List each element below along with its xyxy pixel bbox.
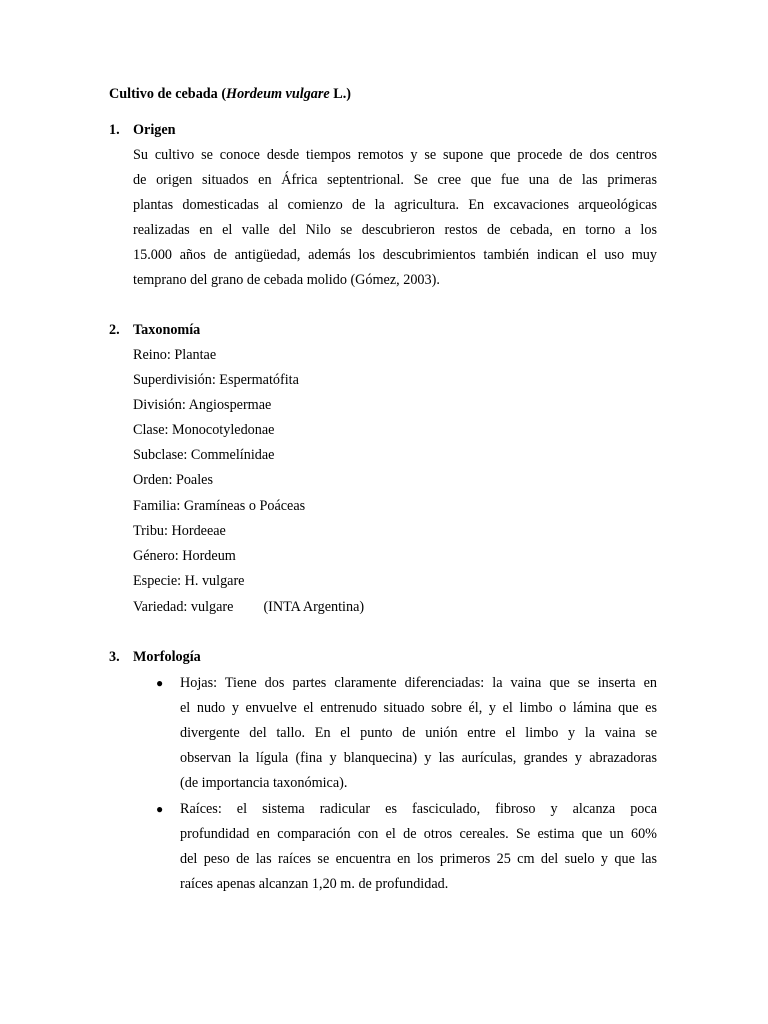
bullet-line: el nudo y envuelve el entrenudo situado sobre él, y el limbo o lámina que es [180, 700, 657, 717]
taxonomy-item: Subclase: Commelínidae [133, 447, 275, 463]
section-origen-heading [109, 122, 176, 139]
section-number: 1. [109, 122, 120, 138]
taxonomy-item: Orden: Poales [133, 472, 213, 488]
taxonomy-item: Género: Hordeum [133, 548, 236, 564]
paragraph-line: plantas domesticadas al comienzo de la agricultura. En excavaciones arqueológicas [133, 197, 657, 214]
document-title [109, 86, 351, 103]
taxonomy-source: (INTA Argentina) [263, 599, 365, 615]
taxonomy-item: Especie: H. vulgare [133, 573, 245, 589]
paragraph-line: realizadas en el valle del Nilo se descubrieron restos de cebada, en torno a los [133, 222, 657, 239]
bullet-line: Hojas: Tiene dos partes claramente diferenciadas: la vaina que se inserta en [180, 675, 657, 691]
taxonomy-variety: Variedad: vulgare [133, 599, 234, 615]
bullet-line: divergente del tallo. En el punto de unión entre el limbo y la vaina se [180, 725, 657, 742]
bullet-line: observan la lígula (fina y blanquecina) y las aurículas, grandes y abrazadoras [180, 750, 657, 767]
bullet-line: profundidad en comparación con el de otros cereales. Se estima que un 60% [180, 826, 657, 843]
bullet-icon: ● [156, 802, 164, 816]
bullet-line: raíces apenas alcanzan 1,20 m. de profundidad. [180, 876, 449, 893]
section-title: Origen [133, 122, 176, 138]
section-title: Morfología [133, 649, 201, 665]
paragraph-line: de origen situados en África septentrional. Se cree que fue una de las primeras [133, 172, 657, 189]
section-title: Taxonomía [133, 322, 201, 338]
section-morfologia-heading [109, 649, 201, 666]
taxonomy-item-last [133, 599, 364, 616]
bullet-hojas [180, 671, 657, 796]
bullet-icon: ● [156, 676, 164, 690]
taxonomy-item: Tribu: Hordeeae [133, 523, 226, 539]
bullet-line: (de importancia taxonómica). [180, 775, 348, 792]
title-scientific-name: Hordeum vulgare [226, 86, 330, 102]
taxonomy-item: División: Angiospermae [133, 397, 272, 413]
paragraph-line: Su cultivo se conoce desde tiempos remotos y se supone que procede de dos centros [133, 147, 657, 163]
bullet-line: Raíces: el sistema radicular es fasciculado, fibroso y alcanza poca [180, 801, 657, 817]
paragraph-line: 15.000 años de antigüedad, además los descubrimientos también indican el uso muy [133, 247, 657, 264]
taxonomy-item: Superdivisión: Espermatófita [133, 372, 299, 388]
bullet-line: del peso de las raíces se encuentra en los primeros 25 cm del suelo y que las [180, 851, 657, 868]
bullet-raices [180, 797, 657, 897]
origen-paragraph [133, 143, 657, 294]
section-taxonomia-heading [109, 322, 200, 339]
taxonomy-item: Reino: Plantae [133, 347, 217, 363]
taxonomy-item: Clase: Monocotyledonae [133, 422, 275, 438]
section-number: 2. [109, 322, 120, 338]
taxonomy-item: Familia: Gramíneas o Poáceas [133, 498, 306, 514]
title-suffix: L.) [329, 86, 351, 102]
title-prefix: Cultivo de cebada ( [109, 86, 227, 102]
section-number: 3. [109, 649, 120, 665]
paragraph-line: temprano del grano de cebada molido (Gómez, 2003). [133, 272, 440, 289]
